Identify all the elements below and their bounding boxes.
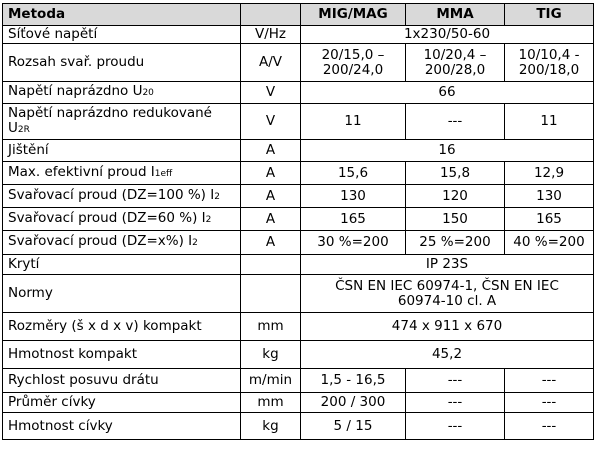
row-value-mig <box>301 44 406 82</box>
label-text: Max. efektivní proud I <box>8 163 155 180</box>
table-row <box>3 82 594 104</box>
row-value-mig: 1,5 - 16,5 <box>301 369 406 393</box>
row-unit: A/V <box>241 44 301 82</box>
table-row <box>3 162 594 185</box>
row-unit: kg <box>241 341 301 369</box>
value-line: 200/24,0 <box>322 61 384 78</box>
row-unit: m/min <box>241 369 301 393</box>
row-unit: A <box>241 185 301 208</box>
row-label: Krytí <box>3 255 241 275</box>
row-value-tig: 130 <box>505 185 594 208</box>
label-line <box>8 121 235 138</box>
table-row <box>3 369 594 393</box>
label-subscript: 20 <box>142 88 154 98</box>
row-label: Průměr cívky <box>3 393 241 413</box>
row-value-mma: 150 <box>406 208 505 231</box>
row-merged-value: 474 x 911 x 670 <box>301 313 594 341</box>
table-row <box>3 44 594 82</box>
row-value-mma: --- <box>406 104 505 140</box>
row-value-mig: 11 <box>301 104 406 140</box>
row-label <box>3 231 241 255</box>
label-line: Napětí naprázdno redukované <box>8 104 212 121</box>
row-unit: mm <box>241 313 301 341</box>
label-subscript: 1eff <box>154 168 173 179</box>
row-value-tig: 165 <box>505 208 594 231</box>
row-label: Síťové napětí <box>3 26 241 44</box>
row-label: Jištění <box>3 140 241 162</box>
table-row <box>3 26 594 44</box>
row-unit: A <box>241 231 301 255</box>
header-mma: MMA <box>406 4 505 26</box>
row-label: Normy <box>3 275 241 313</box>
label-text: Svařovací proud (DZ=60 %) I <box>8 209 206 226</box>
row-unit <box>241 255 301 275</box>
value-line: 20/15,0 – <box>321 46 385 63</box>
row-label <box>3 104 241 140</box>
label-subscript: 2 <box>205 214 212 225</box>
row-label: Hmotnost cívky <box>3 413 241 440</box>
table-row <box>3 393 594 413</box>
row-value-mma: --- <box>406 369 505 393</box>
row-label: Rychlost posuvu drátu <box>3 369 241 393</box>
spec-table-wrapper <box>2 3 594 440</box>
row-value-mig: 5 / 15 <box>301 413 406 440</box>
label-text: Svařovací proud (DZ=100 %) I <box>8 186 215 203</box>
specification-table <box>2 3 594 440</box>
value-line: 10/10,4 - <box>518 46 580 63</box>
value-line: 60974-10 cl. A <box>397 292 497 309</box>
row-label <box>3 162 241 185</box>
row-unit: V/Hz <box>241 26 301 44</box>
row-unit: A <box>241 162 301 185</box>
table-row <box>3 208 594 231</box>
row-value-mma: 120 <box>406 185 505 208</box>
header-tig: TIG <box>505 4 594 26</box>
row-value-tig: --- <box>505 393 594 413</box>
row-value-tig: 12,9 <box>505 162 594 185</box>
row-value-mig: 15,6 <box>301 162 406 185</box>
row-label: Hmotnost kompakt <box>3 341 241 369</box>
row-merged-value: 16 <box>301 140 594 162</box>
row-merged-value <box>301 275 594 313</box>
row-label: Rozměry (š x d x v) kompakt <box>3 313 241 341</box>
row-value-mma: --- <box>406 393 505 413</box>
header-row <box>3 4 594 26</box>
row-value-mig: 30 %=200 <box>301 231 406 255</box>
table-row <box>3 185 594 208</box>
row-value-tig: --- <box>505 413 594 440</box>
row-label: Rozsah svař. proudu <box>3 44 241 82</box>
row-unit: V <box>241 82 301 104</box>
row-unit: mm <box>241 393 301 413</box>
row-unit <box>241 275 301 313</box>
row-value-mig: 165 <box>301 208 406 231</box>
row-unit: A <box>241 140 301 162</box>
value-line: 200/18,0 <box>518 61 580 78</box>
label-subscript: 2 <box>192 238 198 248</box>
table-row <box>3 275 594 313</box>
table-row <box>3 341 594 369</box>
label-text: U <box>8 119 18 136</box>
row-value-mma: 25 %=200 <box>406 231 505 255</box>
header-mig-mag: MIG/MAG <box>301 4 406 26</box>
row-label <box>3 185 241 208</box>
label-subscript: 2 <box>214 191 220 202</box>
table-row <box>3 313 594 341</box>
row-merged-value: 45,2 <box>301 341 594 369</box>
row-value-mig: 130 <box>301 185 406 208</box>
table-row <box>3 255 594 275</box>
table-row <box>3 140 594 162</box>
table-row <box>3 231 594 255</box>
row-merged-value: 1x230/50-60 <box>301 26 594 44</box>
table-row <box>3 104 594 140</box>
label-text: Napětí naprázdno U <box>8 83 143 99</box>
header-unit <box>241 4 301 26</box>
row-label <box>3 82 241 104</box>
value-line: 200/28,0 <box>424 61 486 78</box>
row-value-tig: --- <box>505 369 594 393</box>
row-value-tig: 40 %=200 <box>505 231 594 255</box>
label-text: Svařovací proud (DZ=x%) I <box>8 233 193 249</box>
row-unit: kg <box>241 413 301 440</box>
value-line: ČSN EN IEC 60974-1, ČSN EN IEC <box>335 277 559 294</box>
row-value-mig: 200 / 300 <box>301 393 406 413</box>
row-unit: V <box>241 104 301 140</box>
table-row <box>3 413 594 440</box>
row-unit: A <box>241 208 301 231</box>
row-value-mma <box>406 44 505 82</box>
row-merged-value: IP 23S <box>301 255 594 275</box>
row-value-mma: 15,8 <box>406 162 505 185</box>
row-label <box>3 208 241 231</box>
row-merged-value: 66 <box>301 82 594 104</box>
label-subscript: 2R <box>17 124 30 135</box>
row-value-mma: --- <box>406 413 505 440</box>
header-parameter: Metoda <box>3 4 241 26</box>
row-value-tig: 11 <box>505 104 594 140</box>
row-value-tig <box>505 44 594 82</box>
value-line: 10/20,4 – <box>423 46 487 63</box>
